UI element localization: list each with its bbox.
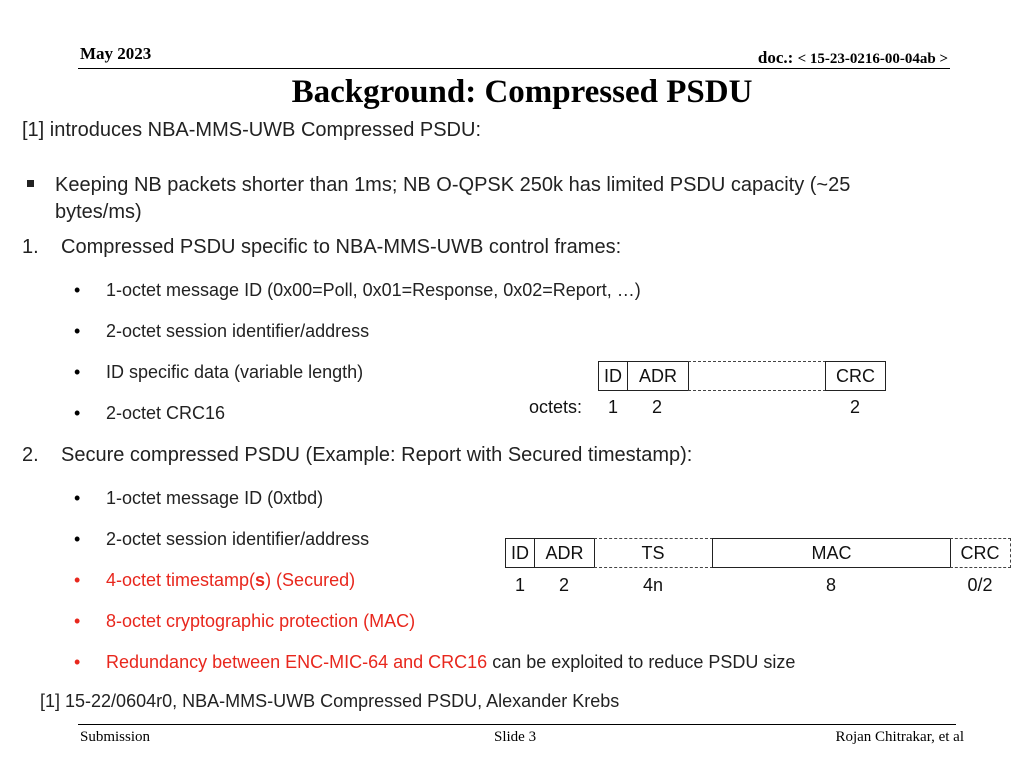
square-bullet-icon [27, 180, 34, 187]
frame1-size-id: 1 [607, 397, 619, 417]
doc-prefix: doc.: [757, 48, 798, 67]
section1-number: 1. [22, 236, 39, 258]
round-bullet-icon: • [74, 488, 81, 508]
frame1-field-crc: CRC [825, 361, 886, 391]
section1-item: 2-octet CRC16 [106, 403, 226, 423]
frame1-field-adr: ADR [627, 361, 689, 391]
frame2-size-crc: 0/2 [967, 575, 993, 595]
frame2-size-mac: 8 [825, 575, 837, 595]
timestamp-text-post: ) (Secured) [265, 570, 356, 590]
frame1-size-crc: 2 [849, 397, 861, 417]
frame2-field-mac: MAC [712, 538, 951, 568]
header-date: May 2023 [80, 44, 152, 63]
footer-submission: Submission [80, 729, 151, 745]
frame1-field-id: ID [598, 361, 628, 391]
section1-item: 1-octet message ID (0x00=Poll, 0x01=Response, 0x02=Report, …) [106, 280, 641, 300]
reference-text: [1] 15-22/0604r0, NBA-MMS-UWB Compressed PSDU, Alexander Krebs [40, 691, 620, 711]
header-doc-id [758, 48, 948, 68]
round-bullet-icon: • [74, 611, 81, 631]
doc-number: < 15-23-0216-00-04ab > [797, 51, 948, 67]
redundancy-rest-text: can be exploited to reduce PSDU size [487, 652, 796, 672]
round-bullet-icon: • [74, 570, 81, 590]
timestamp-text-pre: 4-octet timestamp( [106, 570, 256, 590]
footer-rule [78, 724, 956, 725]
frame2-size-adr: 2 [558, 575, 570, 595]
round-bullet-icon: • [74, 529, 81, 549]
section2-item: 1-octet message ID (0xtbd) [106, 488, 324, 508]
frame2-size-ts: 4n [642, 575, 664, 595]
frame2-size-id: 1 [514, 575, 526, 595]
section1-item: ID specific data (variable length) [106, 362, 364, 382]
frame2-field-ts: TS [594, 538, 713, 568]
round-bullet-icon: • [74, 321, 81, 341]
round-bullet-icon: • [74, 652, 81, 672]
section1-item: 2-octet session identifier/address [106, 321, 370, 341]
redundancy-red-text: Redundancy between ENC-MIC-64 and CRC16 [106, 652, 488, 672]
round-bullet-icon: • [74, 362, 81, 382]
section2-mac-item: 8-octet cryptographic protection (MAC) [106, 611, 416, 631]
square-bullet-line1: Keeping NB packets shorter than 1ms; NB O-QPSK 250k has limited PSDU capacity (~25 [55, 174, 851, 196]
frame1-field-data [688, 361, 826, 391]
footer-slide-number: Slide 3 [494, 729, 537, 745]
frame1-octets-label: octets: [529, 397, 583, 417]
frame1-size-adr: 2 [651, 397, 663, 417]
timestamp-text-bold: s [255, 570, 266, 590]
section2-item: 2-octet session identifier/address [106, 529, 370, 549]
section2-number: 2. [22, 444, 39, 466]
intro-text: [1] introduces NBA-MMS-UWB Compressed PSDU: [22, 119, 482, 141]
section2-redundancy-item [106, 652, 795, 673]
footer-author: Rojan Chitrakar, et al [835, 729, 964, 745]
header-rule [78, 68, 950, 69]
round-bullet-icon: • [74, 403, 81, 423]
page-title: Background: Compressed PSDU [291, 74, 753, 110]
section2-timestamp-item [106, 570, 355, 591]
section1-heading: Compressed PSDU specific to NBA-MMS-UWB control frames: [61, 236, 622, 258]
round-bullet-icon: • [74, 280, 81, 300]
section2-heading: Secure compressed PSDU (Example: Report with Secured timestamp): [61, 444, 693, 466]
frame2-field-crc: CRC [950, 538, 1011, 568]
frame2-field-id: ID [505, 538, 535, 568]
frame2-field-adr: ADR [534, 538, 595, 568]
square-bullet-line2: bytes/ms) [55, 201, 142, 223]
